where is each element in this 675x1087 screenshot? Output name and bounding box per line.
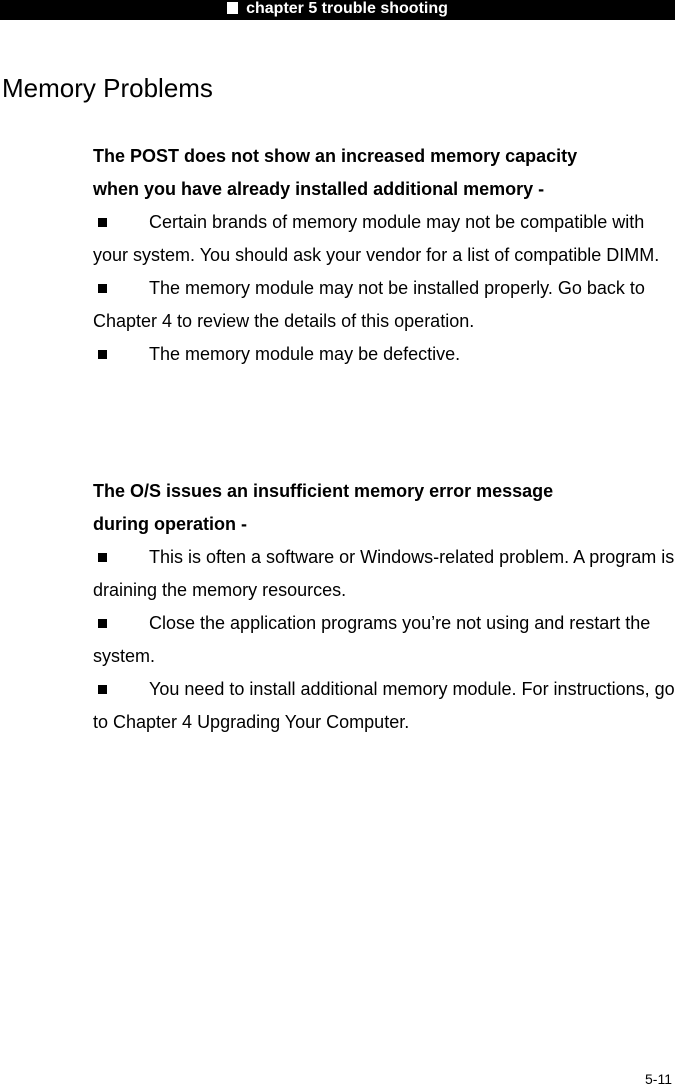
list-item-text: Close the application programs you’re not using and restart the system. [93,613,651,666]
chapter-header-bar [0,0,675,20]
list-item-text: The memory module may not be installed properly. Go back to Chapter 4 to review the details of this operation. [93,278,645,331]
section-title-line: The O/S issues an insufficient memory error message [93,481,554,501]
list-item-text: The memory module may be defective. [149,344,461,364]
square-bullet-icon [98,619,107,628]
page-number: 5-11 [645,1071,672,1087]
os-memory-error-section [93,475,675,739]
section-title [93,140,675,206]
header-marker-icon [227,2,238,14]
section-title-line: during operation - [93,514,247,534]
section-title [93,475,675,541]
post-memory-section [93,140,675,371]
square-bullet-icon [98,350,107,359]
list-item [93,206,675,272]
list-item [93,673,675,739]
square-bullet-icon [98,685,107,694]
list-item [93,272,675,338]
page-title: Memory Problems [2,73,213,103]
section-title-line: when you have already installed additional memory - [93,179,545,199]
square-bullet-icon [98,284,107,293]
list-item-text: Certain brands of memory module may not be compatible with your system. You should ask your vendor for a list of compatible DIMM. [93,212,660,265]
list-item [93,607,675,673]
list-item [93,338,675,371]
list-item-text: This is often a software or Windows-related problem. A program is draining the memory resources. [93,547,675,600]
square-bullet-icon [98,553,107,562]
chapter-label: chapter 5 trouble shooting [246,0,448,17]
list-item [93,541,675,607]
section-title-line: The POST does not show an increased memory capacity [93,146,578,166]
square-bullet-icon [98,218,107,227]
list-item-text: You need to install additional memory module. For instructions, go to Chapter 4 Upgrading Your Computer. [93,679,675,732]
